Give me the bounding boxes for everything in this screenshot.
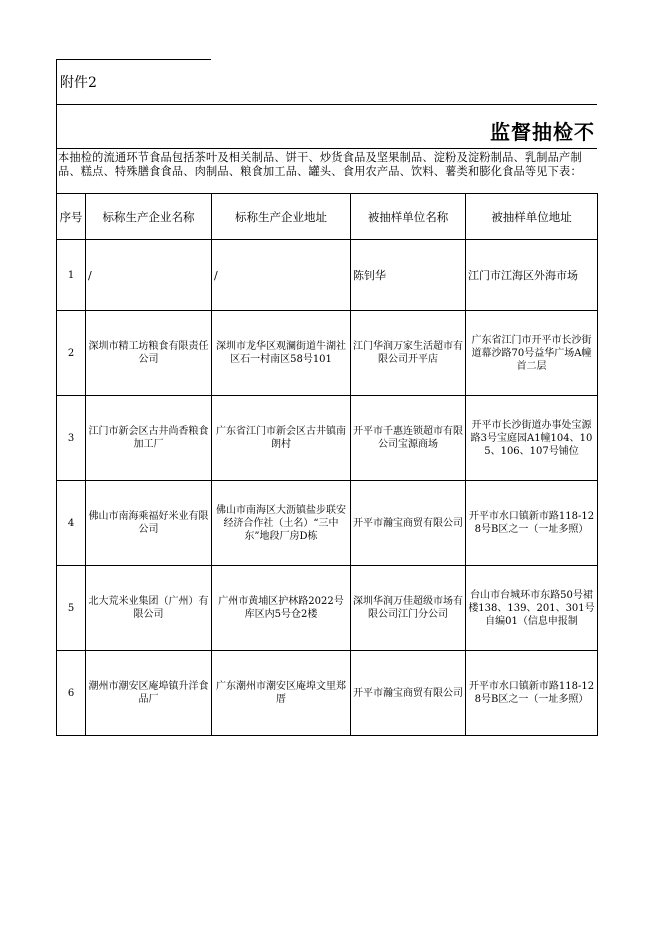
table-header-row	[57, 194, 598, 240]
cell-producer-address: /	[212, 240, 351, 311]
cell-sampled-unit: 开平市瀚宝商贸有限公司	[351, 481, 466, 566]
top-rule	[56, 59, 211, 60]
header-sampled-address: 被抽样单位地址	[466, 194, 598, 240]
table-row	[57, 311, 598, 396]
attachment-label: 附件2	[60, 75, 97, 91]
cell-sampled-unit: 陈钊华	[351, 240, 466, 311]
intro-paragraph: 本抽检的流通环节食品包括茶叶及相关制品、饼干、炒货食品及坚果制品、淀粉及淀粉制品、乳制品产制品、糕点、特殊膳食食品、肉制品、粮食加工品、罐头、食用农产品、饮料、薯类和膨化食品等见下表：	[58, 151, 582, 178]
header-producer: 标称生产企业名称	[86, 194, 212, 240]
cell-producer-address: 广东省江门市新会区古井镇南朗村	[212, 396, 351, 481]
cell-producer: 佛山市南海乘福好米业有限公司	[86, 481, 212, 566]
cell-sampled-unit: 开平市瀚宝商贸有限公司	[351, 651, 466, 736]
cell-seq: 4	[57, 481, 86, 566]
cell-producer-address: 佛山市南海区大沥镇盐步联安经济合作社（土名）“三中东”地段厂房D栋	[212, 481, 351, 566]
cell-sampled-unit: 开平市千惠连锁超市有限公司宝源商场	[351, 396, 466, 481]
header-producer-address: 标称生产企业地址	[212, 194, 351, 240]
page-title: 监督抽检不	[490, 120, 595, 144]
cell-sampled-address: 开平市水口镇新市路118-128号B区之一（一址多照）	[466, 481, 598, 566]
inspection-table	[56, 193, 598, 736]
cell-sampled-unit: 江门华润万家生活超市有限公司开平店	[351, 311, 466, 396]
table-row	[57, 651, 598, 736]
cell-sampled-address: 台山市台城环市东路50号裙楼138、139、201、301号自编01（信息申报制	[466, 566, 598, 651]
cell-sampled-unit: 深圳华润万佳超级市场有限公司江门分公司	[351, 566, 466, 651]
table-row	[57, 566, 598, 651]
cell-sampled-address: 开平市水口镇新市路118-128号B区之一（一址多照）	[466, 651, 598, 736]
cell-seq: 5	[57, 566, 86, 651]
header-seq: 序号	[57, 194, 86, 240]
cell-seq: 6	[57, 651, 86, 736]
cell-producer-address: 广州市黄埔区护林路2022号库区内5号仓2楼	[212, 566, 351, 651]
cell-producer: 北大荒米业集团（广州）有限公司	[86, 566, 212, 651]
attachment-rule	[56, 104, 597, 105]
cell-producer: 深圳市精工坊粮食有限责任公司	[86, 311, 212, 396]
title-rule	[56, 148, 597, 149]
cell-sampled-address: 广东省江门市开平市长沙街道幕沙路70号益华广场A幢首二层	[466, 311, 598, 396]
cell-producer-address: 深圳市龙华区观澜街道牛湖社区石一村南区58号101	[212, 311, 351, 396]
table-row	[57, 481, 598, 566]
cell-sampled-address: 江门市江海区外海市场	[466, 240, 598, 311]
cell-producer: /	[86, 240, 212, 311]
cell-producer: 潮州市潮安区庵埠镇升洋食品厂	[86, 651, 212, 736]
cell-producer-address: 广东潮州市潮安区庵埠文里郑厝	[212, 651, 351, 736]
cell-seq: 3	[57, 396, 86, 481]
cell-seq: 2	[57, 311, 86, 396]
cell-producer: 江门市新会区古井尚香粮食加工厂	[86, 396, 212, 481]
table-row	[57, 396, 598, 481]
sheet-left-border	[56, 59, 57, 193]
cell-sampled-address: 开平市长沙街道办事处宝源路3号宝庭园A1幢104、105、106、107号铺位	[466, 396, 598, 481]
header-sampled-unit: 被抽样单位名称	[351, 194, 466, 240]
table-row	[57, 240, 598, 311]
cell-seq: 1	[57, 240, 86, 311]
